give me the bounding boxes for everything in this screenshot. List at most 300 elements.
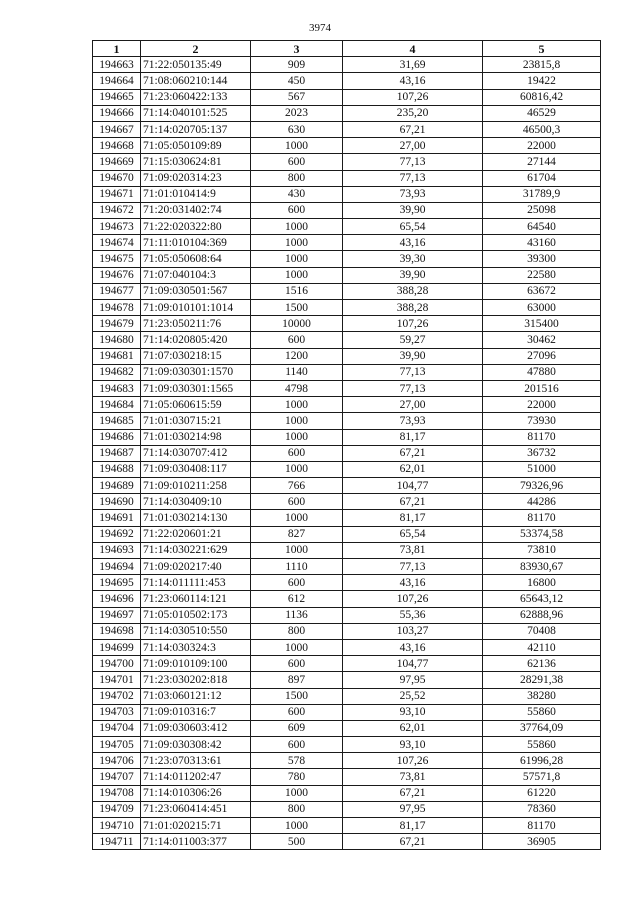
area-cell: 600: [251, 737, 343, 753]
cadastral-number-cell: 71:01:030214:98: [141, 429, 251, 445]
row-id-cell: 194669: [93, 154, 141, 170]
column-header-5: 5: [483, 41, 601, 57]
area-cell: 600: [251, 202, 343, 218]
cadastral-number-cell: 71:09:030301:1570: [141, 364, 251, 380]
cadastral-number-cell: 71:09:020217:40: [141, 559, 251, 575]
table-row: [93, 818, 601, 834]
cadastral-number-cell: 71:14:030324:3: [141, 639, 251, 655]
rate-cell: 97,95: [343, 672, 483, 688]
row-id-cell: 194706: [93, 753, 141, 769]
cadastral-number-cell: 71:01:010414:9: [141, 186, 251, 202]
rate-cell: 67,21: [343, 445, 483, 461]
row-id-cell: 194711: [93, 834, 141, 850]
rate-cell: 67,21: [343, 785, 483, 801]
row-id-cell: 194675: [93, 251, 141, 267]
row-id-cell: 194701: [93, 672, 141, 688]
table-row: [93, 834, 601, 850]
rate-cell: 107,26: [343, 89, 483, 105]
row-id-cell: 194705: [93, 737, 141, 753]
cadastral-number-cell: 71:23:030202:818: [141, 672, 251, 688]
area-cell: 800: [251, 623, 343, 639]
cadastral-number-cell: 71:23:060114:121: [141, 591, 251, 607]
cadastral-number-cell: 71:09:010109:100: [141, 656, 251, 672]
rate-cell: 43,16: [343, 575, 483, 591]
row-id-cell: 194666: [93, 105, 141, 121]
rate-cell: 73,81: [343, 542, 483, 558]
value-cell: 31789,9: [483, 186, 601, 202]
rate-cell: 103,27: [343, 623, 483, 639]
area-cell: 600: [251, 494, 343, 510]
page-number: 3974: [309, 22, 331, 34]
value-cell: 79326,96: [483, 478, 601, 494]
cadastral-number-cell: 71:07:030218:15: [141, 348, 251, 364]
rate-cell: 27,00: [343, 397, 483, 413]
row-id-cell: 194668: [93, 138, 141, 154]
rate-cell: 388,28: [343, 283, 483, 299]
cadastral-number-cell: 71:09:010101:1014: [141, 300, 251, 316]
rate-cell: 97,95: [343, 801, 483, 817]
row-id-cell: 194674: [93, 235, 141, 251]
value-cell: 83930,67: [483, 559, 601, 575]
row-id-cell: 194680: [93, 332, 141, 348]
area-cell: 800: [251, 170, 343, 186]
area-cell: 1000: [251, 397, 343, 413]
table-row: [93, 364, 601, 380]
rate-cell: 77,13: [343, 170, 483, 186]
row-id-cell: 194688: [93, 461, 141, 477]
area-cell: 500: [251, 834, 343, 850]
rate-cell: 65,54: [343, 526, 483, 542]
area-cell: 430: [251, 186, 343, 202]
area-cell: 609: [251, 720, 343, 736]
value-cell: 22000: [483, 138, 601, 154]
value-cell: 46529: [483, 105, 601, 121]
table-row: [93, 105, 601, 121]
cadastral-number-cell: 71:14:030409:10: [141, 494, 251, 510]
value-cell: 27144: [483, 154, 601, 170]
value-cell: 55860: [483, 737, 601, 753]
table-row: [93, 478, 601, 494]
rate-cell: 77,13: [343, 559, 483, 575]
rate-cell: 388,28: [343, 300, 483, 316]
row-id-cell: 194685: [93, 413, 141, 429]
area-cell: 827: [251, 526, 343, 542]
area-cell: 909: [251, 57, 343, 73]
value-cell: 42110: [483, 639, 601, 655]
row-id-cell: 194665: [93, 89, 141, 105]
value-cell: 61704: [483, 170, 601, 186]
rate-cell: 73,93: [343, 186, 483, 202]
row-id-cell: 194696: [93, 591, 141, 607]
table-row: [93, 494, 601, 510]
rate-cell: 81,17: [343, 510, 483, 526]
row-id-cell: 194676: [93, 267, 141, 283]
column-header-3: 3: [251, 41, 343, 57]
area-cell: 780: [251, 769, 343, 785]
table-row: [93, 332, 601, 348]
cadastral-number-cell: 71:11:010104:369: [141, 235, 251, 251]
area-cell: 800: [251, 801, 343, 817]
row-id-cell: 194708: [93, 785, 141, 801]
table-row: [93, 753, 601, 769]
row-id-cell: 194703: [93, 704, 141, 720]
row-id-cell: 194689: [93, 478, 141, 494]
cadastral-number-cell: 71:09:010211:258: [141, 478, 251, 494]
table-row: [93, 801, 601, 817]
area-cell: 612: [251, 591, 343, 607]
cadastral-number-cell: 71:14:020805:420: [141, 332, 251, 348]
value-cell: 38280: [483, 688, 601, 704]
value-cell: 81170: [483, 429, 601, 445]
cadastral-number-cell: 71:09:010316:7: [141, 704, 251, 720]
area-cell: 1000: [251, 785, 343, 801]
area-cell: 1110: [251, 559, 343, 575]
cadastral-number-cell: 71:14:010306:26: [141, 785, 251, 801]
value-cell: 63672: [483, 283, 601, 299]
cadastral-number-cell: 71:23:050211:76: [141, 316, 251, 332]
row-id-cell: 194687: [93, 445, 141, 461]
area-cell: 600: [251, 656, 343, 672]
rate-cell: 62,01: [343, 720, 483, 736]
value-cell: 63000: [483, 300, 601, 316]
table-row: [93, 348, 601, 364]
row-id-cell: 194695: [93, 575, 141, 591]
value-cell: 57571,8: [483, 769, 601, 785]
value-cell: 53374,58: [483, 526, 601, 542]
table-row: [93, 300, 601, 316]
table-row: [93, 186, 601, 202]
row-id-cell: 194709: [93, 801, 141, 817]
table-row: [93, 785, 601, 801]
data-table: [92, 40, 601, 850]
rate-cell: 39,30: [343, 251, 483, 267]
area-cell: 1000: [251, 251, 343, 267]
rate-cell: 39,90: [343, 267, 483, 283]
value-cell: 19422: [483, 73, 601, 89]
row-id-cell: 194692: [93, 526, 141, 542]
cadastral-number-cell: 71:05:010502:173: [141, 607, 251, 623]
table-row: [93, 445, 601, 461]
rate-cell: 81,17: [343, 818, 483, 834]
table-row: [93, 526, 601, 542]
value-cell: 28291,38: [483, 672, 601, 688]
table-row: [93, 591, 601, 607]
cadastral-number-cell: 71:14:011202:47: [141, 769, 251, 785]
table-row: [93, 672, 601, 688]
row-id-cell: 194683: [93, 380, 141, 396]
area-cell: 1136: [251, 607, 343, 623]
value-cell: 30462: [483, 332, 601, 348]
rate-cell: 235,20: [343, 105, 483, 121]
value-cell: 36732: [483, 445, 601, 461]
rate-cell: 77,13: [343, 154, 483, 170]
cadastral-number-cell: 71:01:030214:130: [141, 510, 251, 526]
table-row: [93, 623, 601, 639]
value-cell: 60816,42: [483, 89, 601, 105]
area-cell: 897: [251, 672, 343, 688]
row-id-cell: 194707: [93, 769, 141, 785]
rate-cell: 107,26: [343, 591, 483, 607]
area-cell: 4798: [251, 380, 343, 396]
table-row: [93, 769, 601, 785]
area-cell: 600: [251, 575, 343, 591]
rate-cell: 81,17: [343, 429, 483, 445]
area-cell: 1000: [251, 235, 343, 251]
table-row: [93, 219, 601, 235]
value-cell: 73930: [483, 413, 601, 429]
area-cell: 1000: [251, 639, 343, 655]
table-header: [93, 41, 601, 57]
cadastral-number-cell: 71:23:060414:451: [141, 801, 251, 817]
rate-cell: 93,10: [343, 737, 483, 753]
area-cell: 630: [251, 121, 343, 137]
row-id-cell: 194678: [93, 300, 141, 316]
cadastral-number-cell: 71:05:050109:89: [141, 138, 251, 154]
value-cell: 78360: [483, 801, 601, 817]
row-id-cell: 194664: [93, 73, 141, 89]
row-id-cell: 194693: [93, 542, 141, 558]
rate-cell: 65,54: [343, 219, 483, 235]
row-id-cell: 194691: [93, 510, 141, 526]
area-cell: 2023: [251, 105, 343, 121]
area-cell: 1000: [251, 461, 343, 477]
value-cell: 44286: [483, 494, 601, 510]
value-cell: 23815,8: [483, 57, 601, 73]
table-row: [93, 89, 601, 105]
area-cell: 578: [251, 753, 343, 769]
row-id-cell: 194686: [93, 429, 141, 445]
table-row: [93, 267, 601, 283]
row-id-cell: 194670: [93, 170, 141, 186]
cadastral-number-cell: 71:03:060121:12: [141, 688, 251, 704]
rate-cell: 93,10: [343, 704, 483, 720]
value-cell: 81170: [483, 510, 601, 526]
rate-cell: 107,26: [343, 753, 483, 769]
value-cell: 315400: [483, 316, 601, 332]
cadastral-number-cell: 71:07:040104:3: [141, 267, 251, 283]
value-cell: 25098: [483, 202, 601, 218]
row-id-cell: 194690: [93, 494, 141, 510]
area-cell: 600: [251, 445, 343, 461]
area-cell: 1000: [251, 413, 343, 429]
row-id-cell: 194681: [93, 348, 141, 364]
row-id-cell: 194682: [93, 364, 141, 380]
header-row: [93, 41, 601, 57]
rate-cell: 62,01: [343, 461, 483, 477]
table-body: [93, 57, 601, 850]
area-cell: 1500: [251, 688, 343, 704]
rate-cell: 43,16: [343, 639, 483, 655]
cadastral-number-cell: 71:01:030715:21: [141, 413, 251, 429]
table-row: [93, 397, 601, 413]
table-row: [93, 639, 601, 655]
value-cell: 55860: [483, 704, 601, 720]
rate-cell: 77,13: [343, 380, 483, 396]
table-row: [93, 688, 601, 704]
area-cell: 1000: [251, 219, 343, 235]
value-cell: 22000: [483, 397, 601, 413]
table-row: [93, 154, 601, 170]
table-row: [93, 121, 601, 137]
table-row: [93, 542, 601, 558]
rate-cell: 43,16: [343, 73, 483, 89]
cadastral-number-cell: 71:14:040101:525: [141, 105, 251, 121]
table-row: [93, 461, 601, 477]
rate-cell: 39,90: [343, 348, 483, 364]
table-row: [93, 380, 601, 396]
area-cell: 600: [251, 332, 343, 348]
table-row: [93, 510, 601, 526]
area-cell: 600: [251, 154, 343, 170]
area-cell: 1500: [251, 300, 343, 316]
cadastral-number-cell: 71:23:060422:133: [141, 89, 251, 105]
row-id-cell: 194684: [93, 397, 141, 413]
row-id-cell: 194697: [93, 607, 141, 623]
rate-cell: 73,93: [343, 413, 483, 429]
cadastral-number-cell: 71:20:031402:74: [141, 202, 251, 218]
area-cell: 1200: [251, 348, 343, 364]
rate-cell: 77,13: [343, 364, 483, 380]
cadastral-number-cell: 71:14:011111:453: [141, 575, 251, 591]
value-cell: 51000: [483, 461, 601, 477]
row-id-cell: 194672: [93, 202, 141, 218]
cadastral-number-cell: 71:09:020314:23: [141, 170, 251, 186]
value-cell: 61220: [483, 785, 601, 801]
rate-cell: 55,36: [343, 607, 483, 623]
value-cell: 70408: [483, 623, 601, 639]
cadastral-number-cell: 71:14:011003:377: [141, 834, 251, 850]
table-row: [93, 170, 601, 186]
rate-cell: 31,69: [343, 57, 483, 73]
table-row: [93, 737, 601, 753]
rate-cell: 27,00: [343, 138, 483, 154]
row-id-cell: 194694: [93, 559, 141, 575]
cadastral-number-cell: 71:01:020215:71: [141, 818, 251, 834]
cadastral-number-cell: 71:05:060615:59: [141, 397, 251, 413]
row-id-cell: 194704: [93, 720, 141, 736]
value-cell: 46500,3: [483, 121, 601, 137]
cadastral-number-cell: 71:14:030221:629: [141, 542, 251, 558]
value-cell: 62136: [483, 656, 601, 672]
row-id-cell: 194671: [93, 186, 141, 202]
rate-cell: 59,27: [343, 332, 483, 348]
value-cell: 27096: [483, 348, 601, 364]
column-header-4: 4: [343, 41, 483, 57]
table-row: [93, 656, 601, 672]
table-row: [93, 429, 601, 445]
cadastral-number-cell: 71:09:030603:412: [141, 720, 251, 736]
area-cell: 450: [251, 73, 343, 89]
cadastral-number-cell: 71:09:030408:117: [141, 461, 251, 477]
table-row: [93, 138, 601, 154]
table-row: [93, 704, 601, 720]
row-id-cell: 194699: [93, 639, 141, 655]
rate-cell: 67,21: [343, 494, 483, 510]
value-cell: 16800: [483, 575, 601, 591]
value-cell: 39300: [483, 251, 601, 267]
row-id-cell: 194710: [93, 818, 141, 834]
rate-cell: 73,81: [343, 769, 483, 785]
cadastral-number-cell: 71:08:060210:144: [141, 73, 251, 89]
value-cell: 65643,12: [483, 591, 601, 607]
cadastral-number-cell: 71:22:050135:49: [141, 57, 251, 73]
rate-cell: 25,52: [343, 688, 483, 704]
table-row: [93, 202, 601, 218]
value-cell: 62888,96: [483, 607, 601, 623]
cadastral-number-cell: 71:09:030308:42: [141, 737, 251, 753]
area-cell: 1516: [251, 283, 343, 299]
cadastral-number-cell: 71:14:030707:412: [141, 445, 251, 461]
area-cell: 1000: [251, 138, 343, 154]
row-id-cell: 194700: [93, 656, 141, 672]
value-cell: 73810: [483, 542, 601, 558]
row-id-cell: 194679: [93, 316, 141, 332]
table-row: [93, 607, 601, 623]
cadastral-number-cell: 71:22:020322:80: [141, 219, 251, 235]
table-row: [93, 73, 601, 89]
area-cell: 1000: [251, 510, 343, 526]
value-cell: 22580: [483, 267, 601, 283]
row-id-cell: 194677: [93, 283, 141, 299]
table-row: [93, 413, 601, 429]
cadastral-number-cell: 71:05:050608:64: [141, 251, 251, 267]
row-id-cell: 194667: [93, 121, 141, 137]
cadastral-number-cell: 71:09:030301:1565: [141, 380, 251, 396]
cadastral-number-cell: 71:15:030624:81: [141, 154, 251, 170]
area-cell: 600: [251, 704, 343, 720]
table-row: [93, 235, 601, 251]
table-row: [93, 559, 601, 575]
rate-cell: 104,77: [343, 478, 483, 494]
value-cell: 64540: [483, 219, 601, 235]
cadastral-number-cell: 71:23:070313:61: [141, 753, 251, 769]
area-cell: 1000: [251, 818, 343, 834]
value-cell: 43160: [483, 235, 601, 251]
table-row: [93, 316, 601, 332]
table-row: [93, 251, 601, 267]
row-id-cell: 194673: [93, 219, 141, 235]
rate-cell: 39,90: [343, 202, 483, 218]
cadastral-number-cell: 71:09:030501:567: [141, 283, 251, 299]
table-row: [93, 575, 601, 591]
cadastral-number-cell: 71:14:030510:550: [141, 623, 251, 639]
rate-cell: 67,21: [343, 834, 483, 850]
value-cell: 81170: [483, 818, 601, 834]
row-id-cell: 194698: [93, 623, 141, 639]
column-header-2: 2: [141, 41, 251, 57]
table-row: [93, 283, 601, 299]
row-id-cell: 194702: [93, 688, 141, 704]
value-cell: 36905: [483, 834, 601, 850]
rate-cell: 43,16: [343, 235, 483, 251]
cadastral-number-cell: 71:22:020601:21: [141, 526, 251, 542]
rate-cell: 107,26: [343, 316, 483, 332]
area-cell: 10000: [251, 316, 343, 332]
area-cell: 1000: [251, 429, 343, 445]
cadastral-number-cell: 71:14:020705:137: [141, 121, 251, 137]
value-cell: 61996,28: [483, 753, 601, 769]
area-cell: 766: [251, 478, 343, 494]
table-row: [93, 57, 601, 73]
rate-cell: 67,21: [343, 121, 483, 137]
area-cell: 1000: [251, 267, 343, 283]
rate-cell: 104,77: [343, 656, 483, 672]
value-cell: 201516: [483, 380, 601, 396]
area-cell: 1140: [251, 364, 343, 380]
area-cell: 1000: [251, 542, 343, 558]
value-cell: 47880: [483, 364, 601, 380]
area-cell: 567: [251, 89, 343, 105]
